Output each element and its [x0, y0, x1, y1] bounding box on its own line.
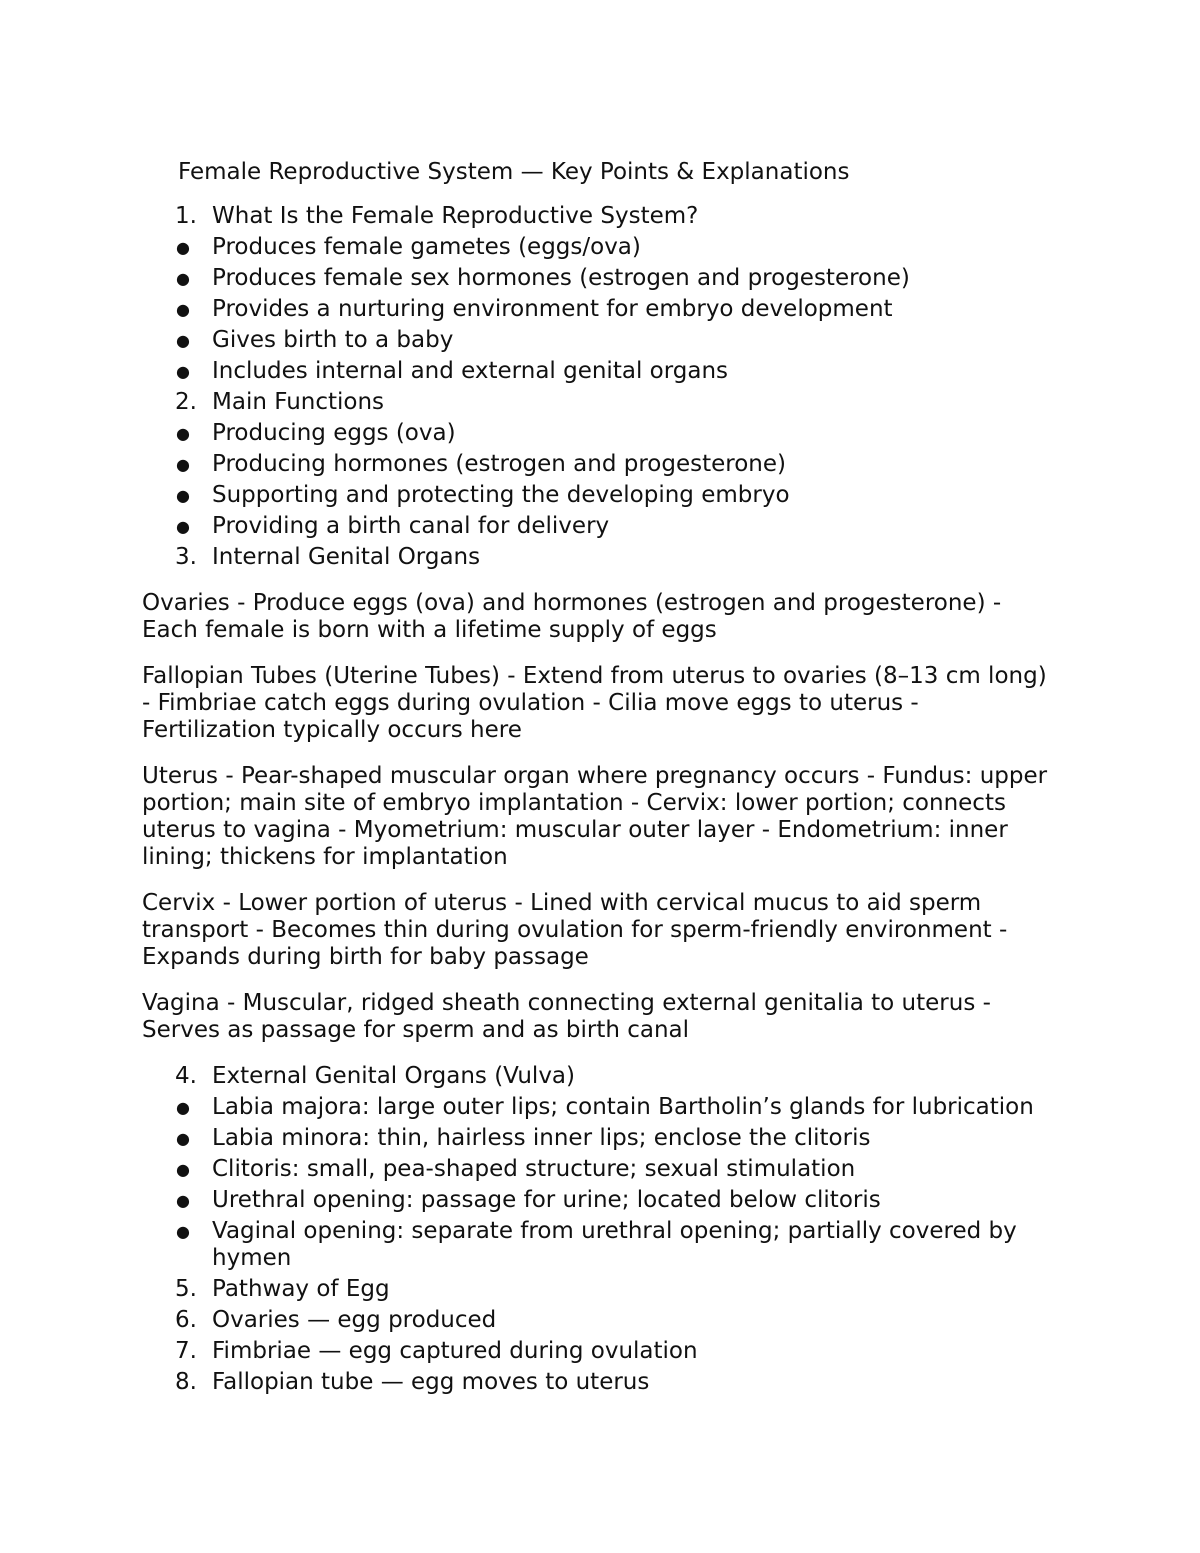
section-heading: What Is the Female Reproductive System? [212, 203, 699, 229]
list-item [0, 356, 910, 387]
bullet-icon: ● [176, 455, 190, 474]
list-marker: 3. [175, 544, 197, 570]
bullet-text: Produces female gametes (eggs/ova) [212, 234, 641, 260]
list-item-section-3 [0, 542, 910, 573]
bullet-icon: ● [176, 1191, 190, 1210]
paragraph-vagina: Vagina - Muscular, ridged sheath connecting external genitalia to uterus - Serves as passage for sperm and as birth canal [142, 990, 991, 1043]
bullet-text: Producing hormones (estrogen and progesterone) [212, 451, 787, 477]
bullet-text: Produces female sex hormones (estrogen and progesterone) [212, 265, 910, 291]
document-title: Female Reproductive System — Key Points & Explanations [178, 159, 850, 185]
step-text: Fallopian tube — egg moves to uterus [212, 1369, 650, 1395]
list-item [0, 263, 910, 294]
bullet-icon: ● [176, 424, 190, 443]
list-item-section-2 [0, 387, 910, 418]
paragraph-cervix: Cervix - Lower portion of uterus - Lined with cervical mucus to aid sperm transport - Becomes thin during ovulation for sperm-friendly environment - Expands during birth for baby passage [142, 890, 1008, 970]
list-item [0, 325, 910, 356]
step-text: Ovaries — egg produced [212, 1307, 497, 1333]
bullet-text: Provides a nurturing environment for embryo development [212, 296, 893, 322]
list-item [0, 1092, 1052, 1123]
list-item [0, 511, 910, 542]
list-item [0, 232, 910, 263]
bullet-icon: ● [176, 331, 190, 350]
list-marker: 1. [175, 203, 197, 229]
bullet-icon: ● [176, 300, 190, 319]
bullet-icon: ● [176, 486, 190, 505]
list-marker: 6. [175, 1307, 197, 1333]
bullet-text: Supporting and protecting the developing embryo [212, 482, 790, 508]
bullet-icon: ● [176, 269, 190, 288]
list-item-section-1 [0, 201, 910, 232]
list-item [0, 1123, 1052, 1154]
list-item-section-4 [0, 1061, 1052, 1092]
bullet-text: Urethral opening: passage for urine; located below clitoris [212, 1187, 881, 1213]
list-item [0, 418, 910, 449]
paragraph-ovaries: Ovaries - Produce eggs (ova) and hormones (estrogen and progesterone) - Each female is born with a lifetime supply of eggs [142, 590, 1002, 643]
list-item-section-5 [0, 1274, 1052, 1305]
bullet-text: Vaginal opening: separate from urethral opening; partially covered by hymen [212, 1218, 1017, 1271]
bullet-text: Clitoris: small, pea-shaped structure; sexual stimulation [212, 1156, 856, 1182]
list-item-step-7 [0, 1336, 1052, 1367]
bullet-icon: ● [176, 238, 190, 257]
list-item-step-6 [0, 1305, 1052, 1336]
section-heading: Internal Genital Organs [212, 544, 481, 570]
list-marker: 2. [175, 389, 197, 415]
list-item [0, 480, 910, 511]
bullet-text: Labia minora: thin, hairless inner lips; enclose the clitoris [212, 1125, 871, 1151]
bullet-text: Labia majora: large outer lips; contain Bartholin’s glands for lubrication [212, 1094, 1034, 1120]
paragraph-uterus: Uterus - Pear-shaped muscular organ where pregnancy occurs - Fundus: upper portion; main site of embryo implantation - Cervix: lower portion; connects uterus to vagina - Myometrium: muscular outer layer - Endometrium: inner lining; thickens for implantation [142, 763, 1048, 870]
step-text: Fimbriae — egg captured during ovulation [212, 1338, 698, 1364]
list-item [0, 1154, 1052, 1185]
bullet-text: Providing a birth canal for delivery [212, 513, 610, 539]
list-marker: 5. [175, 1276, 197, 1302]
list-marker: 8. [175, 1369, 197, 1395]
bullet-icon: ● [176, 362, 190, 381]
list-sections-4-8 [0, 1061, 1052, 1398]
section-heading: Pathway of Egg [212, 1276, 390, 1302]
bullet-icon: ● [176, 1129, 190, 1148]
bullet-icon: ● [176, 1098, 190, 1117]
paragraph-fallopian-tubes: Fallopian Tubes (Uterine Tubes) - Extend from uterus to ovaries (8–13 cm long) - Fimbriae catch eggs during ovulation - Cilia move eggs to uterus - Fertilization typically occurs here [142, 663, 1047, 743]
list-marker: 4. [175, 1063, 197, 1089]
bullet-icon: ● [176, 1160, 190, 1179]
section-heading: Main Functions [212, 389, 385, 415]
bullet-icon: ● [176, 1222, 190, 1241]
list-item [0, 294, 910, 325]
list-item [0, 1185, 1052, 1216]
list-item [0, 449, 910, 480]
list-sections-1-3 [0, 201, 910, 573]
bullet-text: Gives birth to a baby [212, 327, 454, 353]
list-item [0, 1216, 1052, 1274]
list-marker: 7. [175, 1338, 197, 1364]
bullet-text: Includes internal and external genital organs [212, 358, 729, 384]
section-heading: External Genital Organs (Vulva) [212, 1063, 576, 1089]
bullet-text: Producing eggs (ova) [212, 420, 456, 446]
list-item-step-8 [0, 1367, 1052, 1398]
bullet-icon: ● [176, 517, 190, 536]
